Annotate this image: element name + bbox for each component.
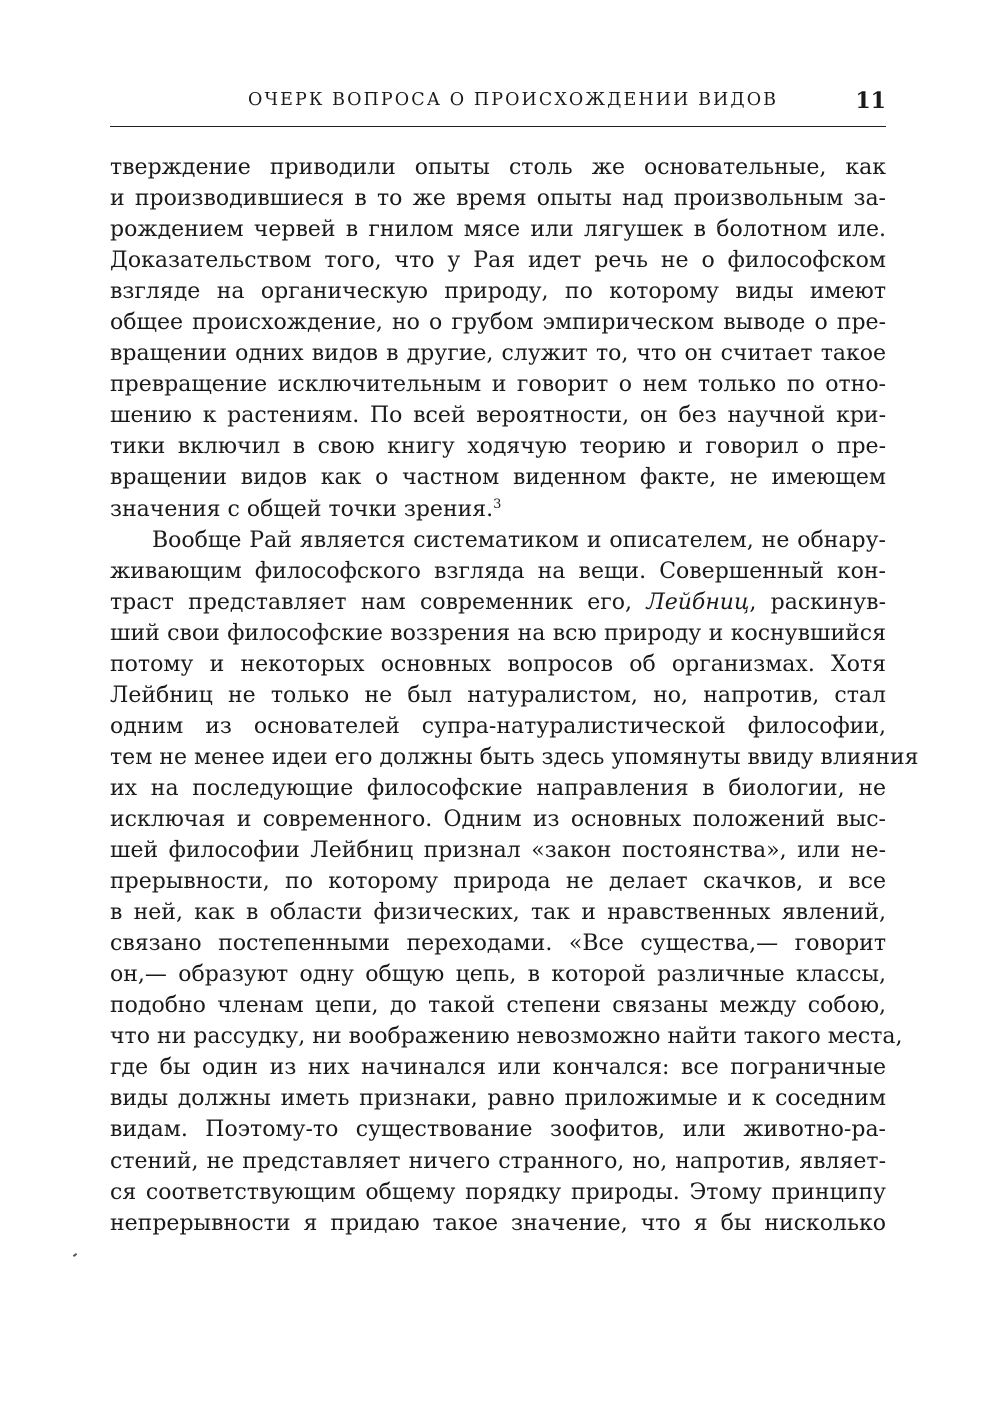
- text-line: шению к растениям. По всей вероятности, он без научной кри-: [110, 403, 886, 429]
- text-line: связано постепенными переходами. «Все существа,— говорит: [110, 931, 886, 957]
- text-line: Вообще Рай является систематиком и описателем, не обнару-: [152, 527, 886, 553]
- text-line: вращении видов как о частном виденном факте, не имеющем: [110, 465, 886, 491]
- text-line: [110, 587, 886, 618]
- text-line: видам. Поэтому-то существование зоофитов, или животно-ра-: [110, 1117, 886, 1143]
- text-line: тики включил в свою книгу ходячую теорию и говорил о пре-: [110, 434, 886, 460]
- text-line: [110, 494, 886, 525]
- text-segment: , раскинув-: [749, 589, 887, 615]
- text-line: подобно членам цепи, до такой степени связаны между собою,: [110, 993, 886, 1019]
- paragraph-2: [110, 525, 919, 1239]
- text-line: их на последующие философские направления в биологии, не: [110, 775, 886, 801]
- text-line: где бы один из них начинался или кончался: все пограничные: [110, 1055, 886, 1081]
- text-line: и производившиеся в то же время опыты над произвольным за-: [110, 186, 886, 212]
- paragraph-1: [110, 152, 886, 525]
- text-segment: траст представляет нам современник его,: [110, 589, 647, 615]
- text-line: вращении одних видов в другие, служит то, что он считает такое: [110, 341, 886, 367]
- text-line: живающим философского взгляда на вещи. Совершенный кон-: [110, 558, 886, 584]
- text-line: Доказательством того, что у Рая идет речь не о философском: [110, 248, 886, 274]
- text-line: непрерывности я придаю такое значение, что я бы нисколько: [110, 1210, 886, 1236]
- text-line: шей философии Лейбниц признал «закон постоянства», или не-: [110, 838, 886, 864]
- text-line: он,— образуют одну общую цепь, в которой различные классы,: [110, 962, 886, 988]
- text-line: исключая и современного. Одним из основных положений выс-: [110, 806, 886, 832]
- text-line: ший свои философские воззрения на всю природу и коснувшийся: [110, 620, 886, 646]
- running-head: [110, 88, 886, 122]
- running-title: ОЧЕРК ВОПРОСА О ПРОИСХОЖДЕНИИ ВИДОВ: [248, 90, 779, 110]
- footnote-ref[interactable]: 3: [493, 496, 502, 512]
- text-line: прерывности, по которому природа не делает скачков, и все: [110, 869, 886, 895]
- text-line: в ней, как в области физических, так и нравственных явлений,: [110, 900, 886, 926]
- text-line: что ни рассудку, ни воображению невозможно найти такого места,: [110, 1024, 903, 1050]
- margin-mark: [73, 1253, 77, 1257]
- name-leibniz-italic: Лейбниц: [646, 589, 750, 615]
- text-line: ся соответствующим общему порядку природы. Этому принципу: [110, 1179, 886, 1205]
- text-line: тверждение приводили опыты столь же основательные, как: [110, 155, 886, 180]
- text-line: рождением червей в гнилом мясе или лягушек в болотном иле.: [110, 217, 886, 243]
- text-line: виды должны иметь признаки, равно приложимые и к соседним: [110, 1086, 886, 1112]
- text-segment: значения с общей точки зрения.: [110, 496, 494, 522]
- text-line: взгляде на органическую природу, по которому виды имеют: [110, 279, 886, 305]
- text-line: общее происхождение, но о грубом эмпирическом выводе о пре-: [110, 310, 886, 336]
- text-line: потому и некоторых основных вопросов об организмах. Хотя: [110, 651, 886, 677]
- text-line: тем не менее идеи его должны быть здесь упомянуты ввиду влияния: [110, 744, 919, 770]
- page-number: 11: [855, 88, 886, 114]
- text-line: Лейбниц не только не был натуралистом, но, напротив, стал: [110, 682, 886, 708]
- header-rule: [110, 126, 886, 127]
- text-line: стений, не представляет ничего странного, но, напротив, являет-: [110, 1148, 886, 1174]
- body-text: [110, 152, 919, 1239]
- text-line: превращение исключительным и говорит о нем только по отно-: [110, 372, 886, 398]
- text-line: одним из основателей супра-натуралистической философии,: [110, 713, 886, 739]
